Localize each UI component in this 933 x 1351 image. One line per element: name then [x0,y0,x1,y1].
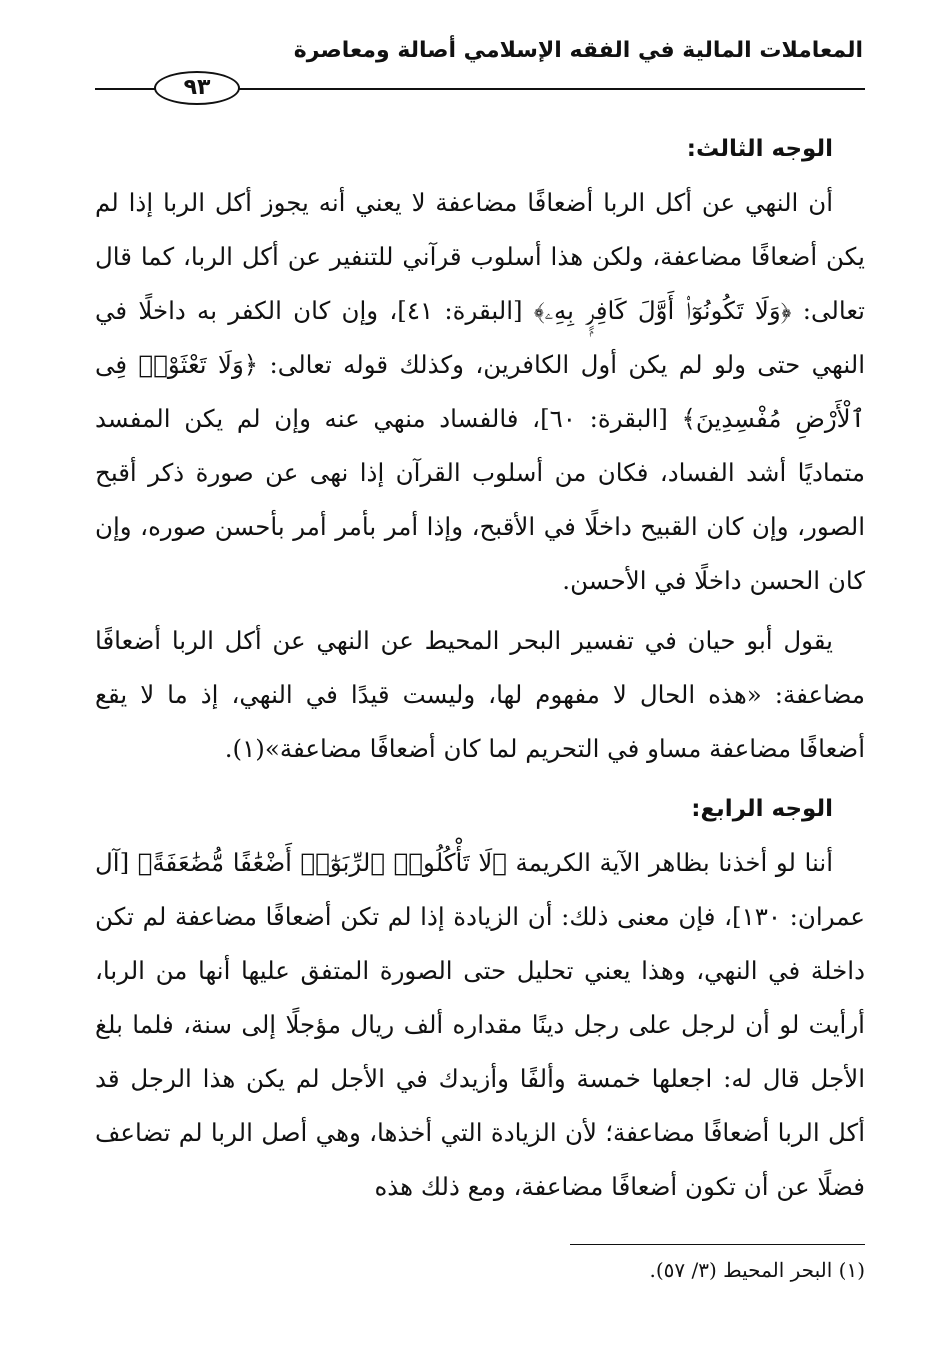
paragraph: أننا لو أخذنا بظاهر الآية الكريمة ﴿لَا تَأْكُلُوا۟ ٱلرِّبَوٰٓا۟ أَضْعَٰفًا مُّضَٰعَفَةً﴾ [آل عمران: ١٣٠]، فإن معنى ذلك: أن الزيادة إذا لم تكن أضعافًا مضاعفة لم تكن داخلة في النهي، وهذا يعني تحليل حتى الصورة المتفق عليها أنها من الربا، أرأيت لو أن لرجل على رجل دينًا مقداره ألف ريال مؤجلًا إلى سنة، فلما بلغ الأجل قال له: اجعلها خمسة وألفًا وأزيدك في الأجل لم يكن هذا الرجل قد أكل الربا أضعافًا مضاعفة؛ لأن الزيادة التي أخذها، وهي أصل الربا لم تضاعف فضلًا عن أن تكون أضعافًا مضاعفة، ومع ذلك هذه [95,848,865,1201]
running-header-title: المعاملات المالية في الفقه الإسلامي أصالة ومعاصرة [293,38,863,63]
footnote-rule [570,1244,865,1245]
footnote: (١) البحر المحيط (٣/ ٥٧). [649,1258,865,1282]
page-number-badge: ٩٣ [154,71,240,105]
body-text [95,122,865,1220]
paragraph: يقول أبو حيان في تفسير البحر المحيط عن النهي عن أكل الربا أضعافًا مضاعفة: «هذه الحال لا مفهوم لها، وليست قيدًا في النهي، إذ ما لا يقع أضعافًا مضاعفة مساو في التحريم لما كان أضعافًا مضاعفة»(١). [95,626,865,763]
section-heading-third: الوجه الثالث: [686,136,833,162]
section-heading-fourth: الوجه الرابع: [691,796,833,822]
paragraph: أن النهي عن أكل الربا أضعافًا مضاعفة لا يعني أنه يجوز أكل الربا إذا لم يكن أضعافًا مضاعفة، ولكن هذا أسلوب قرآني للتنفير عن أكل الربا، كما قال تعالى: ﴿وَلَا تَكُونُوٓا۟ أَوَّلَ كَافِرٍۭ بِهِۦ﴾ [البقرة: ٤١]، وإن كان الكفر به داخلًا في النهي حتى ولو لم يكن أول الكافرين، وكذلك قوله تعالى: ﴿وَلَا تَعْثَوْا۟ فِى ٱلْأَرْضِ مُفْسِدِينَ﴾ [البقرة: ٦٠]، فالفساد منهي عنه وإن لم يكن المفسد متماديًا أشد الفساد، فكان من أسلوب القرآن إذا نهى عن صورة ذكر أقبح الصور، وإن كان القبيح داخلًا في الأقبح، وإذا أمر بأمر أمر بأحسن صوره، وإن كان الحسن داخلًا في الأحسن. [95,188,865,595]
